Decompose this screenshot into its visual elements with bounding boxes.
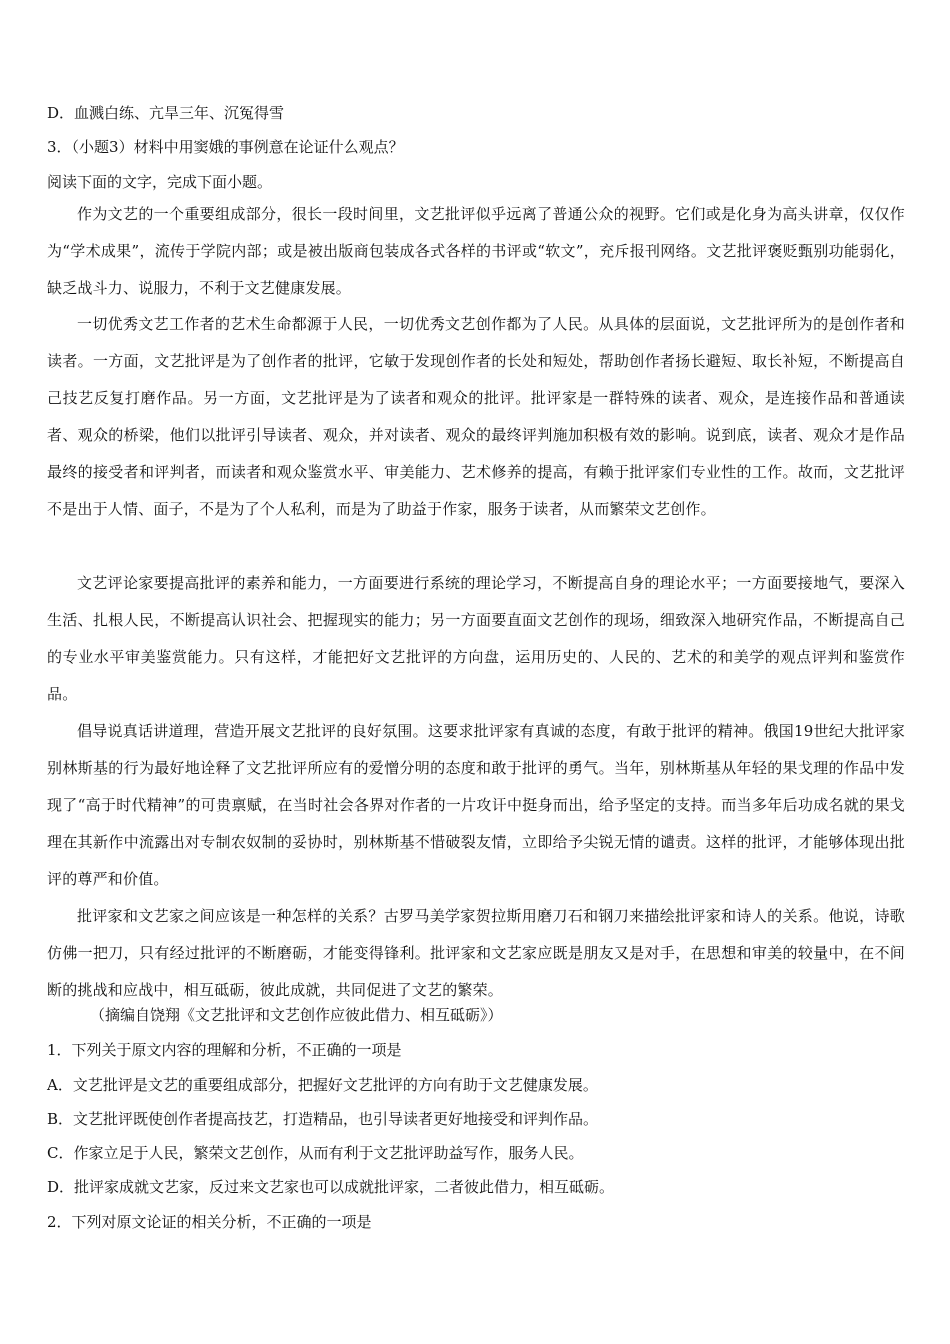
- passage-paragraph-4: 倡导说真话讲道理，营造开展文艺批评的良好氛围。这要求批评家有真诚的态度，有敢于批评的精神。俄国19世纪大批评家别林斯基的行为最好地诠释了文艺批评所应有的爱憎分明的态度和敢于批评的勇气。当年，别林斯基从年轻的果戈理的作品中发现了“高于时代精神”的可贵禀赋，在当时社会各界对作者的一片攻讦中挺身而出，给予坚定的支持。而当多年后功成名就的果戈理在其新作中流露出对专制农奴制的妥协时，别林斯基不惜破裂友情，立即给予尖锐无情的谴责。这样的批评，才能够体现出批评的尊严和价值。: [47, 722, 905, 888]
- passage-paragraph-1: 作为文艺的一个重要组成部分，很长一段时间里，文艺批评似乎远离了普通公众的视野。它们或是化身为高头讲章，仅仅作为“学术成果”，流传于学院内部；或是被出版商包装成各式各样的书评或“软文”，充斥报刊网络。文艺批评褒贬甄别功能弱化，缺乏战斗力、说服力，不利于文艺健康发展。: [47, 205, 905, 297]
- question-1-option-a: A．文艺批评是文艺的重要组成部分，把握好文艺批评的方向有助于文艺健康发展。: [47, 1076, 598, 1094]
- question-3: 3．（小题3）材料中用窦娥的事例意在论证什么观点？: [47, 138, 404, 156]
- question-1-option-c: C．作家立足于人民，繁荣文艺创作，从而有利于文艺批评助益写作，服务人民。: [47, 1144, 584, 1162]
- passage-paragraph-3: 文艺评论家要提高批评的素养和能力，一方面要进行系统的理论学习，不断提高自身的理论水平；一方面要接地气，要深入生活、扎根人民，不断提高认识社会、把握现实的能力；另一方面要直面文艺创作的现场，细致深入地研究作品，不断提高自己的专业水平审美鉴赏能力。只有这样，才能把好文艺批评的方向盘，运用历史的、人民的、艺术的和美学的观点评判和鉴赏作品。: [47, 574, 905, 703]
- question-1: 1．下列关于原文内容的理解和分析，不正确的一项是: [47, 1041, 402, 1059]
- reading-instruction: 阅读下面的文字，完成下面小题。: [47, 173, 273, 191]
- question-1-option-b: B．文艺批评既使创作者提高技艺，打造精品，也引导读者更好地接受和评判作品。: [47, 1110, 599, 1128]
- option-d-line: D．血溅白练、亢旱三年、沉冤得雪: [47, 104, 285, 122]
- question-2: 2．下列对原文论证的相关分析，不正确的一项是: [47, 1213, 372, 1231]
- passage-paragraph-2: 一切优秀文艺工作者的艺术生命都源于人民，一切优秀文艺创作都为了人民。从具体的层面说，文艺批评所为的是创作者和读者。一方面，文艺批评是为了创作者的批评，它敏于发现创作者的长处和短处，帮助创作者扬长避短、取长补短，不断提高自己技艺反复打磨作品。另一方面，文艺批评是为了读者和观众的批评。批评家是一群特殊的读者、观众，是连接作品和普通读者、观众的桥梁，他们以批评引导读者、观众，并对读者、观众的最终评判施加积极有效的影响。说到底，读者、观众才是作品最终的接受者和评判者，而读者和观众鉴赏水平、审美能力、艺术修养的提高，有赖于批评家们专业性的工作。故而，文艺批评不是出于人情、面子，不是为了个人私利，而是为了助益于作家，服务于读者，从而繁荣文艺创作。: [47, 315, 905, 518]
- passage-source: （摘编自饶翔《文艺批评和文艺创作应彼此借力、相互砥砺》）: [90, 1006, 503, 1024]
- question-1-option-d: D．批评家成就文艺家，反过来文艺家也可以成就批评家，二者彼此借力，相互砥砺。: [47, 1178, 615, 1196]
- passage-paragraph-5: 批评家和文艺家之间应该是一种怎样的关系？古罗马美学家贺拉斯用磨刀石和钢刀来描绘批评家和诗人的关系。他说，诗歌仿佛一把刀，只有经过批评的不断磨砺，才能变得锋利。批评家和文艺家应既是朋友又是对手，在思想和审美的较量中，在不间断的挑战和应战中，相互砥砺，彼此成就，共同促进了文艺的繁荣。: [47, 907, 905, 999]
